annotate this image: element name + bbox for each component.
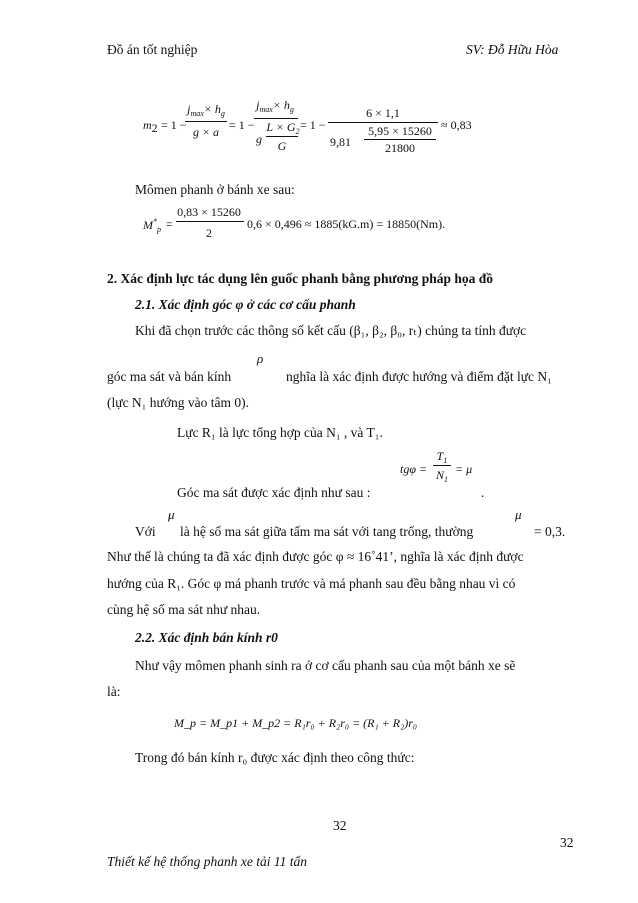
tg-rhs: = μ [455,462,473,476]
m2-f3-inner-den: 21800 [385,141,415,155]
para-R1: Lực R₁ là lực tổng hợp của N₁ , và T₁. [177,425,383,440]
para21-line2a: góc ma sát và bán kính [107,369,232,384]
footer-title: Thiết kế hệ thống phanh xe tải 11 tấn [107,854,307,869]
sub21-title: 2.1. Xác định góc φ ở các cơ cấu phanh [135,297,356,312]
para22-line1: Như vậy mômen phanh sinh ra ở cơ cấu phanh sau của một bánh xe sẽ [135,658,516,673]
mp-rest: 0,6 × 0,496 ≈ 1885(kG.m) = 18850(Nm). [247,217,446,231]
para21-line3: (lực N₁ hướng vào tâm 0). [107,395,249,410]
mp-lhs-sup: * [153,217,157,226]
m2-f1-num-rest: × h [203,102,221,116]
m2-f3-num: 6 × 1,1 [366,106,400,120]
mp-lhs: M [143,218,153,232]
para21-line1: Khi đã chọn trước các thông số kết cấu (β₁, β₂, β₀, rₜ) chúng ta tính được [135,323,527,338]
m2-f2-den-g: g [256,132,262,146]
m2-f2-bar [254,118,298,119]
tg-num: T [436,449,444,463]
para-line-b: hướng của R₁. Góc φ má phanh trước và má phanh sau đều bằng nhau vì có [107,576,516,591]
m2-f1-num-sub2: g [220,109,225,118]
tg-num-sub: 1 [443,456,448,465]
para-voi-c: = 0,3. [534,524,566,539]
m2-f2-inner-bar [266,136,298,137]
header-right: SV: Đỗ Hữu Hòa [466,42,559,57]
m2-f2-inner-num-sub: 2 [295,127,300,136]
para22-line2: là: [107,684,121,699]
para-voi-a: Với [135,524,156,539]
m2-lhs: m [143,118,152,132]
para-goc: Góc ma sát được xác định như sau : [177,485,371,500]
m2-f2-num-sub: max [259,105,273,114]
para-goc-end: . [481,485,485,500]
m2-f1-bar [185,121,227,122]
m2-f1-den: g × a [192,125,220,139]
m2-f2-inner-den: G [277,139,287,153]
tg-lhs: tgφ = [400,462,428,476]
para-line-c: cùng hệ số ma sát như nhau. [107,602,261,617]
mp-eq: = [166,217,173,231]
mu-symbol-1: μ [168,507,175,522]
m2-lhs-sub: 2 [151,121,158,135]
para-r0: Trong đó bán kính r₀ được xác định theo công thức: [135,750,415,765]
m2-f2-num-rest: × h [272,98,290,112]
m2-eq3: = 1 − [300,118,326,132]
m2-f3-inner-num: 5,95 × 15260 [368,124,432,138]
mu-symbol-2: μ [515,507,522,522]
m2-f3-den-pre: 9,81 [330,135,351,149]
rho-symbol: ρ [257,351,264,366]
para-line-a: Như thế là chúng ta đã xác định được góc φ ≈ 16˚41’, nghĩa là xác định được [107,549,524,564]
m2-f2-num-sub2: g [289,105,294,114]
mp-bar [176,221,244,222]
m2-f3-inner-bar [364,139,436,140]
page-number-center: 32 [333,818,347,833]
tg-bar [433,465,451,466]
m2-result: ≈ 0,83 [441,118,472,132]
sub22-title: 2.2. Xác định bán kính r0 [135,630,278,645]
para21-line2b: nghĩa là xác định được hướng và điểm đặt lực N₁ [286,369,552,384]
section2-title: 2. Xác định lực tác dụng lên guốc phanh bằng phương pháp họa đồ [107,271,494,286]
mp-den: 2 [206,226,212,240]
tg-den-sub: 1 [444,475,448,484]
tg-den: N [435,468,444,482]
para-voi-b: là hệ số ma sát giữa tấm ma sát với tang trống, thường [180,524,474,539]
mp-num: 0,83 × 15260 [177,205,241,219]
m2-f2-num: j [256,98,260,112]
formula-mp-sum: M_p = M_p1 + M_p2 = R₁r₀ + R₂r₀ = (R₁ + R₂)r₀ [174,716,418,730]
para-momen: Mômen phanh ở bánh xe sau: [135,182,295,197]
m2-f1-num-sub: max [190,109,204,118]
m2-f3-bar [328,122,438,123]
m2-eq1: = 1 − [161,118,187,132]
m2-f1-num: j [187,102,191,116]
m2-eq2: = 1 − [229,118,255,132]
header-left: Đồ án tốt nghiệp [107,42,198,57]
m2-f2-inner-num: L × G [266,120,296,134]
page-number-right: 32 [560,835,574,850]
mp-lhs-sub: p [157,225,161,234]
